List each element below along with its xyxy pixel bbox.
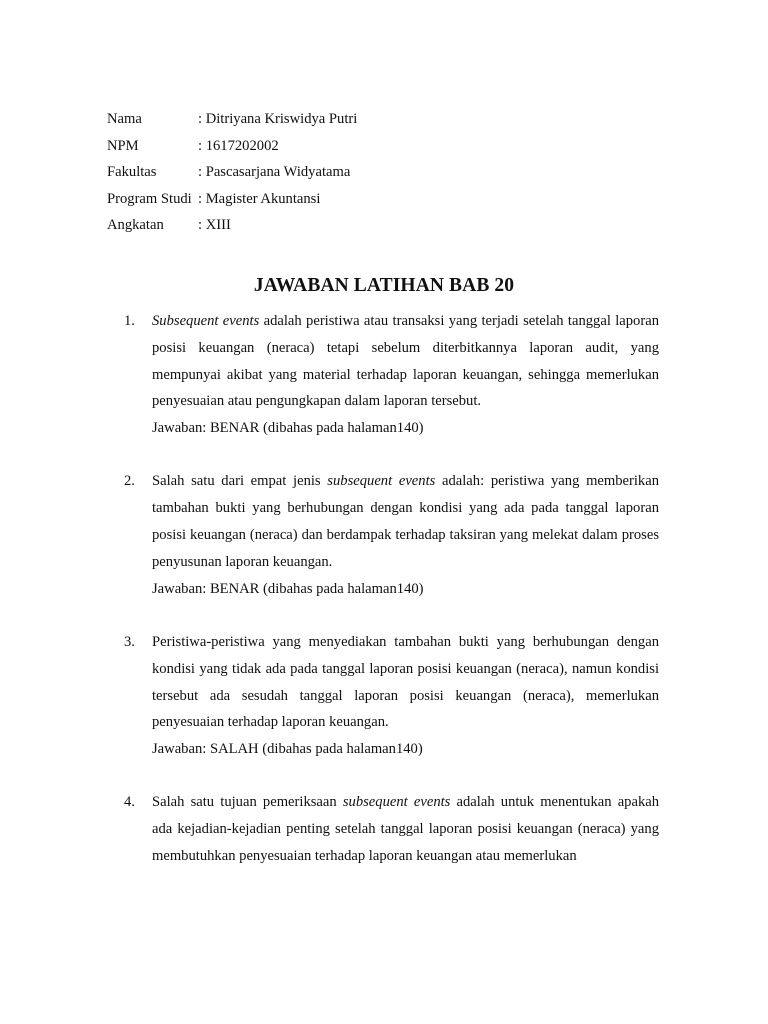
question-text [152,468,659,575]
info-row-angkatan [107,214,357,241]
question-answer: Jawaban: SALAH (dibahas pada halaman140) [152,741,423,758]
info-value: : Pascasarjana Widyatama [198,164,351,180]
question-text-part: Subsequent events [152,313,260,329]
info-value: : 1617202002 [198,137,279,154]
info-value: : Ditriyana Kriswidya Putri [198,111,358,127]
question-item [124,468,659,602]
info-label: NPM [107,137,139,154]
info-row-program-studi [107,188,357,215]
question-text-part: Salah satu tujuan pemeriksaan [152,794,343,811]
question-list [124,308,659,896]
info-row-npm [107,135,357,162]
page-title: JAWABAN LATIHAN BAB 20 [253,275,515,296]
question-answer: Jawaban: BENAR (dibahas pada halaman140) [152,420,424,437]
student-info [107,108,357,241]
question-number: 4. [124,794,135,811]
question-number: 2. [124,473,135,490]
question-text-part: Salah satu dari empat jenis [152,473,328,490]
question-text-part: Peristiwa-peristiwa yang menyediakan tambahan bukti yang berhubungan dengan kondisi yang tidak ada pada tanggal laporan posisi keuangan (neraca), namun kondisi tersebut ada sesudah tanggal laporan posisi keuangan (neraca), memerlukan penyesuaian terhadap laporan keuangan. [152,633,659,731]
info-label: Program Studi [107,190,192,207]
info-row-fakultas [107,161,357,188]
question-text-part: subsequent events [327,473,436,490]
info-label: Angkatan [107,217,164,233]
info-value: : XIII [198,217,231,233]
question-item [124,308,659,442]
question-item [124,789,659,869]
question-text [152,308,659,415]
info-label: Fakultas [107,164,157,180]
question-number: 1. [124,313,135,329]
question-item [124,629,659,763]
question-text-part: subsequent events [342,794,451,811]
info-label: Nama [107,111,142,127]
question-answer: Jawaban: BENAR (dibahas pada halaman140) [152,580,424,597]
info-row-nama [107,108,357,135]
question-number: 3. [124,633,135,650]
question-text-part: adalah untuk menentukan apakah ada kejadian-kejadian penting setelah tanggal laporan posisi keuangan (neraca) yang membutuhkan penyesuaian terhadap laporan keuangan atau memerlukan [152,794,660,865]
question-text-part: adalah peristiwa atau transaksi yang terjadi setelah tanggal laporan posisi keuangan (neraca) tetapi sebelum diterbitkannya laporan audit, yang mempunyai akibat yang material terhadap laporan keuangan, sehingga memerlukan penyesuaian atau pengungkapan dalam laporan tersebut. [152,313,659,410]
question-text [152,789,659,869]
question-text [152,629,659,736]
info-value: : Magister Akuntansi [198,190,321,207]
question-text-part: adalah: peristiwa yang memberikan tambahan bukti yang berhubungan dengan kondisi yang ada pada tanggal laporan posisi keuangan (neraca) dan berdampak terhadap taksiran yang melekat dalam proses penyusunan laporan keuangan. [152,473,660,570]
